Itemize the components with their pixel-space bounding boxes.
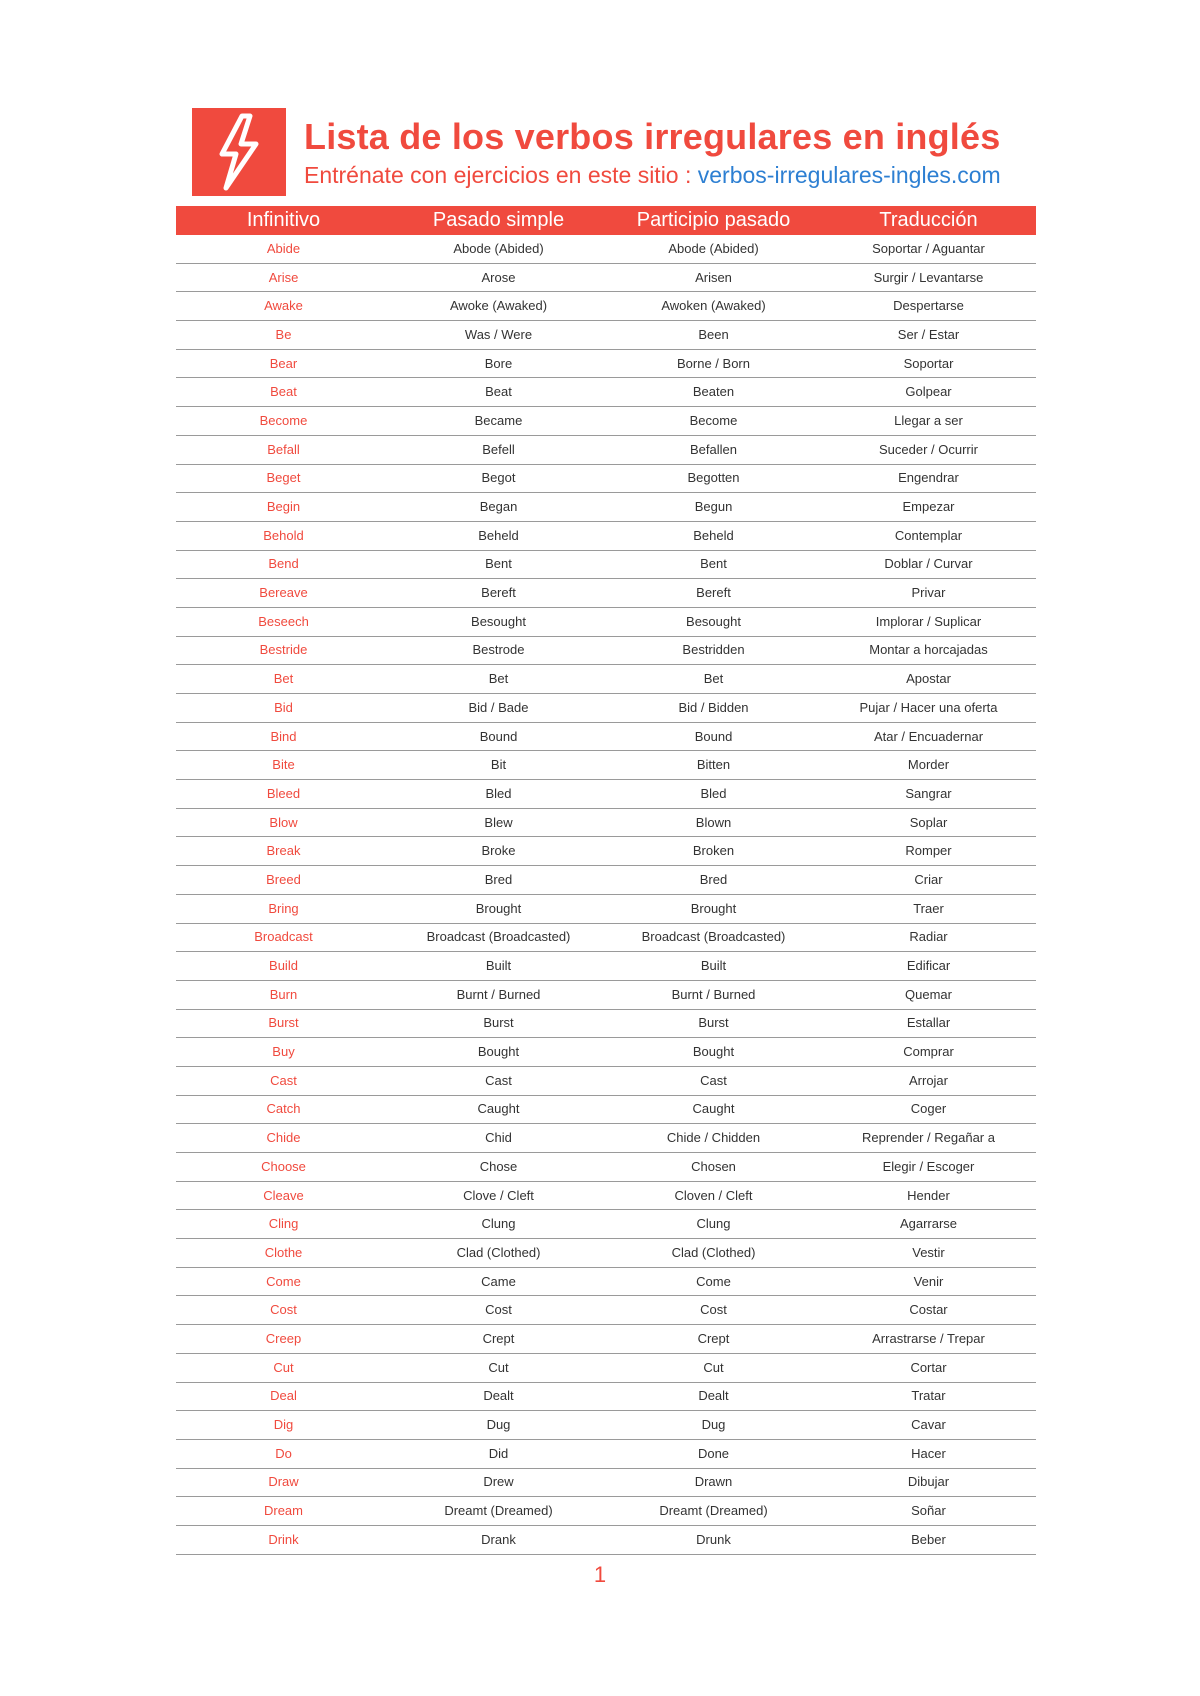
translation-cell: Cavar bbox=[821, 1411, 1036, 1440]
past-simple-cell: Burst bbox=[391, 1009, 606, 1038]
infinitive-cell: Bring bbox=[176, 894, 391, 923]
past-participle-cell: Broken bbox=[606, 837, 821, 866]
irregular-verbs-table bbox=[176, 206, 1036, 1555]
table-row bbox=[176, 780, 1036, 809]
past-simple-cell: Drew bbox=[391, 1468, 606, 1497]
past-participle-cell: Cast bbox=[606, 1066, 821, 1095]
past-participle-cell: Begotten bbox=[606, 464, 821, 493]
site-link[interactable]: verbos-irregulares-ingles.com bbox=[697, 162, 1001, 188]
past-simple-cell: Bent bbox=[391, 550, 606, 579]
past-simple-cell: Beat bbox=[391, 378, 606, 407]
table-row bbox=[176, 607, 1036, 636]
table-row bbox=[176, 235, 1036, 263]
past-simple-cell: Bestrode bbox=[391, 636, 606, 665]
past-participle-cell: Burst bbox=[606, 1009, 821, 1038]
table-row bbox=[176, 378, 1036, 407]
past-simple-cell: Awoke (Awaked) bbox=[391, 292, 606, 321]
translation-cell: Doblar / Curvar bbox=[821, 550, 1036, 579]
infinitive-cell: Cleave bbox=[176, 1181, 391, 1210]
past-participle-cell: Drunk bbox=[606, 1525, 821, 1554]
past-participle-cell: Beaten bbox=[606, 378, 821, 407]
table-row bbox=[176, 1095, 1036, 1124]
past-participle-cell: Befallen bbox=[606, 435, 821, 464]
past-participle-cell: Chosen bbox=[606, 1153, 821, 1182]
infinitive-cell: Chide bbox=[176, 1124, 391, 1153]
translation-cell: Quemar bbox=[821, 980, 1036, 1009]
infinitive-cell: Blow bbox=[176, 808, 391, 837]
past-simple-cell: Clove / Cleft bbox=[391, 1181, 606, 1210]
infinitive-cell: Drink bbox=[176, 1525, 391, 1554]
translation-cell: Elegir / Escoger bbox=[821, 1153, 1036, 1182]
translation-cell: Hender bbox=[821, 1181, 1036, 1210]
column-header-past-simple: Pasado simple bbox=[391, 206, 606, 235]
infinitive-cell: Clothe bbox=[176, 1239, 391, 1268]
table-row bbox=[176, 808, 1036, 837]
past-simple-cell: Built bbox=[391, 952, 606, 981]
past-participle-cell: Come bbox=[606, 1267, 821, 1296]
translation-cell: Soñar bbox=[821, 1497, 1036, 1526]
translation-cell: Coger bbox=[821, 1095, 1036, 1124]
infinitive-cell: Beseech bbox=[176, 607, 391, 636]
infinitive-cell: Cling bbox=[176, 1210, 391, 1239]
infinitive-cell: Bind bbox=[176, 722, 391, 751]
infinitive-cell: Cost bbox=[176, 1296, 391, 1325]
past-simple-cell: Came bbox=[391, 1267, 606, 1296]
past-participle-cell: Bet bbox=[606, 665, 821, 694]
past-participle-cell: Crept bbox=[606, 1325, 821, 1354]
past-participle-cell: Dreamt (Dreamed) bbox=[606, 1497, 821, 1526]
column-header-translation: Traducción bbox=[821, 206, 1036, 235]
infinitive-cell: Bear bbox=[176, 349, 391, 378]
past-simple-cell: Bereft bbox=[391, 579, 606, 608]
past-participle-cell: Brought bbox=[606, 894, 821, 923]
infinitive-cell: Bite bbox=[176, 751, 391, 780]
translation-cell: Morder bbox=[821, 751, 1036, 780]
translation-cell: Soportar bbox=[821, 349, 1036, 378]
table-row bbox=[176, 1210, 1036, 1239]
infinitive-cell: Break bbox=[176, 837, 391, 866]
past-participle-cell: Done bbox=[606, 1439, 821, 1468]
infinitive-cell: Dig bbox=[176, 1411, 391, 1440]
past-simple-cell: Became bbox=[391, 407, 606, 436]
past-participle-cell: Awoken (Awaked) bbox=[606, 292, 821, 321]
past-simple-cell: Caught bbox=[391, 1095, 606, 1124]
translation-cell: Criar bbox=[821, 866, 1036, 895]
table-row bbox=[176, 866, 1036, 895]
infinitive-cell: Bestride bbox=[176, 636, 391, 665]
table-row bbox=[176, 1124, 1036, 1153]
past-simple-cell: Clad (Clothed) bbox=[391, 1239, 606, 1268]
translation-cell: Traer bbox=[821, 894, 1036, 923]
past-participle-cell: Bitten bbox=[606, 751, 821, 780]
past-simple-cell: Bore bbox=[391, 349, 606, 378]
page-title: Lista de los verbos irregulares en inglés bbox=[304, 116, 1001, 157]
translation-cell: Arrojar bbox=[821, 1066, 1036, 1095]
past-simple-cell: Dreamt (Dreamed) bbox=[391, 1497, 606, 1526]
translation-cell: Soportar / Aguantar bbox=[821, 235, 1036, 263]
past-participle-cell: Clung bbox=[606, 1210, 821, 1239]
translation-cell: Apostar bbox=[821, 665, 1036, 694]
past-participle-cell: Begun bbox=[606, 493, 821, 522]
table-row bbox=[176, 1267, 1036, 1296]
past-participle-cell: Broadcast (Broadcasted) bbox=[606, 923, 821, 952]
past-simple-cell: Bit bbox=[391, 751, 606, 780]
table-row bbox=[176, 1525, 1036, 1554]
translation-cell: Atar / Encuadernar bbox=[821, 722, 1036, 751]
infinitive-cell: Buy bbox=[176, 1038, 391, 1067]
past-simple-cell: Brought bbox=[391, 894, 606, 923]
past-simple-cell: Besought bbox=[391, 607, 606, 636]
table-row bbox=[176, 1353, 1036, 1382]
translation-cell: Reprender / Regañar a bbox=[821, 1124, 1036, 1153]
translation-cell: Agarrarse bbox=[821, 1210, 1036, 1239]
table-row bbox=[176, 980, 1036, 1009]
translation-cell: Privar bbox=[821, 579, 1036, 608]
past-simple-cell: Broke bbox=[391, 837, 606, 866]
translation-cell: Costar bbox=[821, 1296, 1036, 1325]
infinitive-cell: Become bbox=[176, 407, 391, 436]
past-simple-cell: Beheld bbox=[391, 521, 606, 550]
translation-cell: Suceder / Ocurrir bbox=[821, 435, 1036, 464]
past-simple-cell: Clung bbox=[391, 1210, 606, 1239]
past-simple-cell: Bred bbox=[391, 866, 606, 895]
past-simple-cell: Bound bbox=[391, 722, 606, 751]
past-participle-cell: Bent bbox=[606, 550, 821, 579]
table-row bbox=[176, 1296, 1036, 1325]
translation-cell: Sangrar bbox=[821, 780, 1036, 809]
translation-cell: Dibujar bbox=[821, 1468, 1036, 1497]
table-row bbox=[176, 894, 1036, 923]
column-header-infinitive: Infinitivo bbox=[176, 206, 391, 235]
past-participle-cell: Bled bbox=[606, 780, 821, 809]
subtitle-prefix: Entrénate con ejercicios en este sitio : bbox=[304, 162, 698, 188]
table-row bbox=[176, 464, 1036, 493]
past-participle-cell: Clad (Clothed) bbox=[606, 1239, 821, 1268]
past-participle-cell: Dug bbox=[606, 1411, 821, 1440]
table-row bbox=[176, 1038, 1036, 1067]
infinitive-cell: Burst bbox=[176, 1009, 391, 1038]
past-simple-cell: Arose bbox=[391, 263, 606, 292]
lightning-bolt-icon bbox=[192, 108, 286, 196]
past-participle-cell: Chide / Chidden bbox=[606, 1124, 821, 1153]
infinitive-cell: Bend bbox=[176, 550, 391, 579]
page-subtitle bbox=[304, 162, 1001, 189]
table-row bbox=[176, 521, 1036, 550]
translation-cell: Ser / Estar bbox=[821, 321, 1036, 350]
past-participle-cell: Bestridden bbox=[606, 636, 821, 665]
past-simple-cell: Drank bbox=[391, 1525, 606, 1554]
table-header-row bbox=[176, 206, 1036, 235]
table-row bbox=[176, 349, 1036, 378]
past-simple-cell: Dealt bbox=[391, 1382, 606, 1411]
infinitive-cell: Begin bbox=[176, 493, 391, 522]
translation-cell: Pujar / Hacer una oferta bbox=[821, 694, 1036, 723]
infinitive-cell: Awake bbox=[176, 292, 391, 321]
table-row bbox=[176, 292, 1036, 321]
table-row bbox=[176, 1009, 1036, 1038]
table-row bbox=[176, 1468, 1036, 1497]
table-row bbox=[176, 321, 1036, 350]
past-simple-cell: Bought bbox=[391, 1038, 606, 1067]
infinitive-cell: Arise bbox=[176, 263, 391, 292]
infinitive-cell: Burn bbox=[176, 980, 391, 1009]
translation-cell: Edificar bbox=[821, 952, 1036, 981]
table-row bbox=[176, 694, 1036, 723]
past-participle-cell: Burnt / Burned bbox=[606, 980, 821, 1009]
infinitive-cell: Abide bbox=[176, 235, 391, 263]
past-participle-cell: Bound bbox=[606, 722, 821, 751]
past-participle-cell: Arisen bbox=[606, 263, 821, 292]
infinitive-cell: Draw bbox=[176, 1468, 391, 1497]
table-row bbox=[176, 636, 1036, 665]
infinitive-cell: Dream bbox=[176, 1497, 391, 1526]
infinitive-cell: Bid bbox=[176, 694, 391, 723]
past-simple-cell: Abode (Abided) bbox=[391, 235, 606, 263]
translation-cell: Cortar bbox=[821, 1353, 1036, 1382]
infinitive-cell: Befall bbox=[176, 435, 391, 464]
translation-cell: Romper bbox=[821, 837, 1036, 866]
table-row bbox=[176, 751, 1036, 780]
past-participle-cell: Cut bbox=[606, 1353, 821, 1382]
past-simple-cell: Broadcast (Broadcasted) bbox=[391, 923, 606, 952]
translation-cell: Engendrar bbox=[821, 464, 1036, 493]
past-simple-cell: Burnt / Burned bbox=[391, 980, 606, 1009]
translation-cell: Contemplar bbox=[821, 521, 1036, 550]
table-row bbox=[176, 1066, 1036, 1095]
table-row bbox=[176, 722, 1036, 751]
translation-cell: Empezar bbox=[821, 493, 1036, 522]
translation-cell: Tratar bbox=[821, 1382, 1036, 1411]
infinitive-cell: Cast bbox=[176, 1066, 391, 1095]
infinitive-cell: Beat bbox=[176, 378, 391, 407]
past-participle-cell: Borne / Born bbox=[606, 349, 821, 378]
past-participle-cell: Bred bbox=[606, 866, 821, 895]
past-participle-cell: Bid / Bidden bbox=[606, 694, 821, 723]
past-participle-cell: Been bbox=[606, 321, 821, 350]
translation-cell: Beber bbox=[821, 1525, 1036, 1554]
translation-cell: Soplar bbox=[821, 808, 1036, 837]
past-participle-cell: Blown bbox=[606, 808, 821, 837]
past-simple-cell: Bid / Bade bbox=[391, 694, 606, 723]
translation-cell: Venir bbox=[821, 1267, 1036, 1296]
translation-cell: Montar a horcajadas bbox=[821, 636, 1036, 665]
translation-cell: Estallar bbox=[821, 1009, 1036, 1038]
logo bbox=[192, 108, 286, 196]
past-participle-cell: Drawn bbox=[606, 1468, 821, 1497]
past-participle-cell: Bereft bbox=[606, 579, 821, 608]
past-participle-cell: Bought bbox=[606, 1038, 821, 1067]
translation-cell: Golpear bbox=[821, 378, 1036, 407]
table-row bbox=[176, 837, 1036, 866]
table-row bbox=[176, 1325, 1036, 1354]
infinitive-cell: Bereave bbox=[176, 579, 391, 608]
table-row bbox=[176, 407, 1036, 436]
translation-cell: Comprar bbox=[821, 1038, 1036, 1067]
table-row bbox=[176, 1411, 1036, 1440]
translation-cell: Hacer bbox=[821, 1439, 1036, 1468]
table-row bbox=[176, 1382, 1036, 1411]
infinitive-cell: Cut bbox=[176, 1353, 391, 1382]
table-row bbox=[176, 550, 1036, 579]
table-row bbox=[176, 665, 1036, 694]
translation-cell: Radiar bbox=[821, 923, 1036, 952]
past-participle-cell: Cost bbox=[606, 1296, 821, 1325]
past-simple-cell: Begot bbox=[391, 464, 606, 493]
table-row bbox=[176, 435, 1036, 464]
past-simple-cell: Began bbox=[391, 493, 606, 522]
past-simple-cell: Cut bbox=[391, 1353, 606, 1382]
translation-cell: Despertarse bbox=[821, 292, 1036, 321]
past-simple-cell: Cast bbox=[391, 1066, 606, 1095]
past-simple-cell: Dug bbox=[391, 1411, 606, 1440]
translation-cell: Arrastrarse / Trepar bbox=[821, 1325, 1036, 1354]
table-row bbox=[176, 1439, 1036, 1468]
table-row bbox=[176, 579, 1036, 608]
table-row bbox=[176, 1153, 1036, 1182]
past-participle-cell: Become bbox=[606, 407, 821, 436]
past-simple-cell: Bet bbox=[391, 665, 606, 694]
translation-cell: Llegar a ser bbox=[821, 407, 1036, 436]
infinitive-cell: Beget bbox=[176, 464, 391, 493]
table-row bbox=[176, 952, 1036, 981]
table-row bbox=[176, 1239, 1036, 1268]
past-simple-cell: Chose bbox=[391, 1153, 606, 1182]
past-participle-cell: Abode (Abided) bbox=[606, 235, 821, 263]
past-simple-cell: Cost bbox=[391, 1296, 606, 1325]
table-row bbox=[176, 923, 1036, 952]
past-participle-cell: Besought bbox=[606, 607, 821, 636]
past-simple-cell: Blew bbox=[391, 808, 606, 837]
past-participle-cell: Cloven / Cleft bbox=[606, 1181, 821, 1210]
table-row bbox=[176, 1181, 1036, 1210]
past-simple-cell: Chid bbox=[391, 1124, 606, 1153]
infinitive-cell: Broadcast bbox=[176, 923, 391, 952]
page-header bbox=[192, 108, 1052, 196]
infinitive-cell: Do bbox=[176, 1439, 391, 1468]
table-row bbox=[176, 493, 1036, 522]
past-simple-cell: Bled bbox=[391, 780, 606, 809]
infinitive-cell: Creep bbox=[176, 1325, 391, 1354]
page-number: 1 bbox=[593, 1562, 607, 1587]
translation-cell: Vestir bbox=[821, 1239, 1036, 1268]
infinitive-cell: Be bbox=[176, 321, 391, 350]
infinitive-cell: Bleed bbox=[176, 780, 391, 809]
past-simple-cell: Did bbox=[391, 1439, 606, 1468]
translation-cell: Implorar / Suplicar bbox=[821, 607, 1036, 636]
past-participle-cell: Dealt bbox=[606, 1382, 821, 1411]
infinitive-cell: Behold bbox=[176, 521, 391, 550]
past-participle-cell: Built bbox=[606, 952, 821, 981]
infinitive-cell: Deal bbox=[176, 1382, 391, 1411]
past-simple-cell: Was / Were bbox=[391, 321, 606, 350]
table-row bbox=[176, 263, 1036, 292]
infinitive-cell: Build bbox=[176, 952, 391, 981]
infinitive-cell: Bet bbox=[176, 665, 391, 694]
infinitive-cell: Come bbox=[176, 1267, 391, 1296]
past-simple-cell: Crept bbox=[391, 1325, 606, 1354]
past-participle-cell: Beheld bbox=[606, 521, 821, 550]
infinitive-cell: Catch bbox=[176, 1095, 391, 1124]
infinitive-cell: Choose bbox=[176, 1153, 391, 1182]
translation-cell: Surgir / Levantarse bbox=[821, 263, 1036, 292]
column-header-past-participle: Participio pasado bbox=[606, 206, 821, 235]
past-simple-cell: Befell bbox=[391, 435, 606, 464]
past-participle-cell: Caught bbox=[606, 1095, 821, 1124]
table-body bbox=[176, 235, 1036, 1554]
table-row bbox=[176, 1497, 1036, 1526]
infinitive-cell: Breed bbox=[176, 866, 391, 895]
